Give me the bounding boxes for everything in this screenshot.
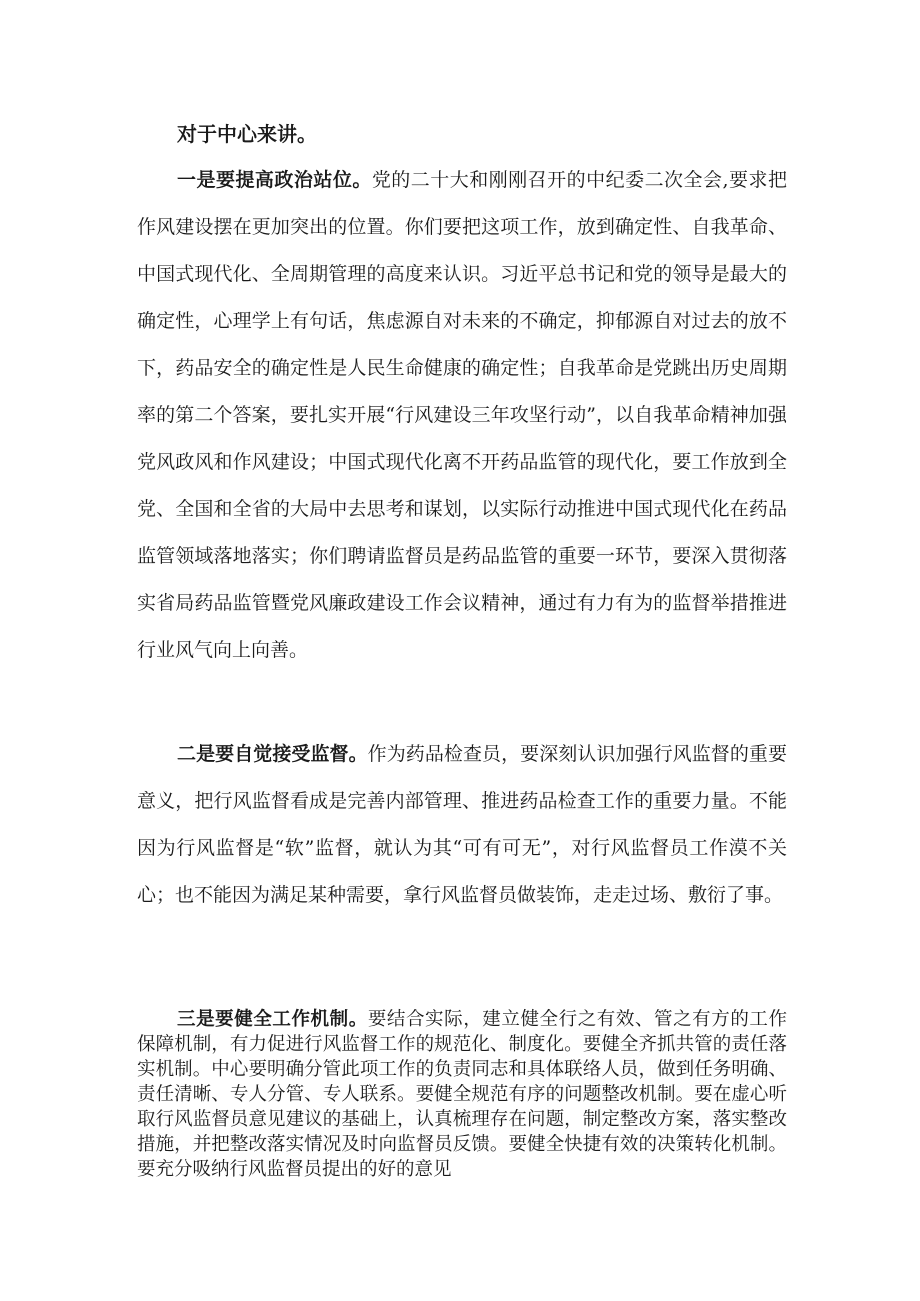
paragraph-body: 作为药品检查员，要深刻认识加强行风监督的重要意义，把行风监督看成是完善内部管理、推进药品检查工作的重要力量。不能因为行风监督是“软”监督，就认为其“可有可无”，对行风监督员工作漠不关心；也不能因为满足某种需要，拿行风监督员做装饰，走走过场、敷衍了事。 (137, 743, 787, 906)
section-heading: 对于中心来讲。 (177, 122, 317, 146)
paragraph-lead: 三是要健全工作机制。 (177, 1009, 368, 1030)
paragraph-body: 要结合实际，建立健全行之有效、管之有方的工作保障机制，有力促进行风监督工作的规范化、制度化。要健全齐抓共管的责任落实机制。中心要明确分管此项工作的负责同志和具体联络人员，做到任务明确、责任清晰、专人分管、专人联系。要健全规范有序的问题整改机制。要在虚心听取行风监督员意见建议的基础上，认真梳理存在问题，制定整改方案，落实整改措施，并把整改落实情况及时向监督员反馈。要健全快捷有效的决策转化机制。要充分吸纳行风监督员提出的好的意见 (137, 1009, 787, 1180)
paragraph-work-mechanism (137, 1007, 787, 1182)
paragraph-lead: 二是要自觉接受监督。 (177, 743, 368, 765)
paragraph-lead: 一是要提高政治站位。 (177, 169, 372, 191)
paragraph-accept-supervision (137, 731, 787, 919)
paragraph-political-stance (137, 157, 787, 674)
paragraph-body: 党的二十大和刚刚召开的中纪委二次全会,要求把作风建设摆在更加突出的位置。你们要把这项工作，放到确定性、自我革命、中国式现代化、全周期管理的高度来认识。习近平总书记和党的领导是最大的确定性，心理学上有句话，焦虑源自对未来的不确定，抑郁源自对过去的放不下，药品安全的确定性是人民生命健康的确定性；自我革命是党跳出历史周期率的第二个答案，要扎实开展“行风建设三年攻坚行动”，以自我革命精神加强党风政风和作风建设；中国式现代化离不开药品监管的现代化，要工作放到全党、全国和全省的大局中去思考和谋划，以实际行动推进中国式现代化在药品监管领域落地落实；你们聘请监督员是药品监管的重要一环节，要深入贯彻落实省局药品监管暨党风廉政建设工作会议精神，通过有力有为的监督举措推进行业风气向上向善。 (137, 169, 787, 661)
